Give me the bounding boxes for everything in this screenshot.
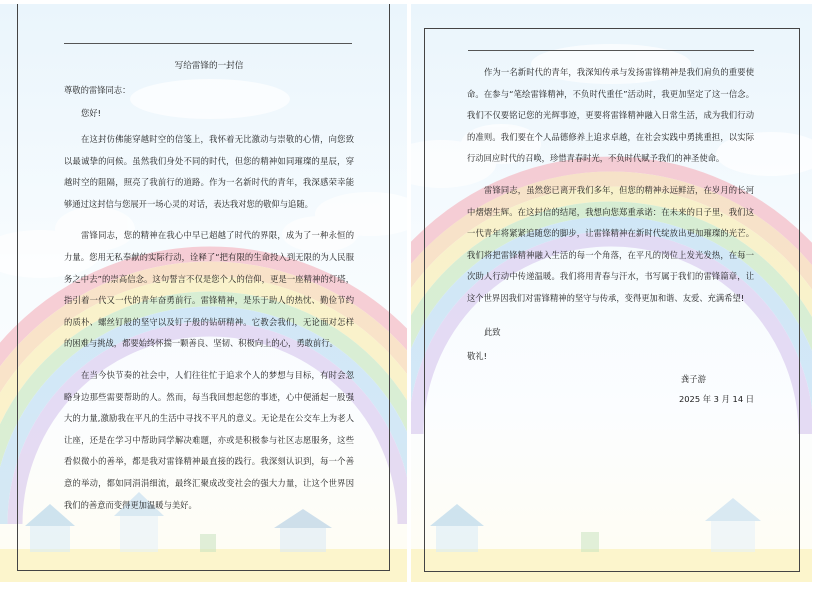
signature-name: 龚子游	[681, 374, 706, 384]
letter-body-part-2	[467, 62, 754, 368]
letter-page-1	[0, 4, 407, 582]
salutation: 尊敬的雷锋同志：	[64, 85, 131, 95]
paragraph-3: 在当今快节奏的社会中，人们往往忙于追求个人的梦想与目标，有时会忽略身边那些需要帮助的人。然而，每当我回想起您的事迹，心中便涌起一股强大的力量,激励我在平凡的生活中寻找不平凡的意义。无论是在公交车上为老人让座，还是在学习中帮助同学解决难题，亦或是积极参与社区志愿服务，这些看似微小的善举，都是我对雷锋精神最直接的践行。我深刻认识到，每一个善意的举动，都如同涓涓细流，最终汇聚成改变社会的强大力量，让这个世界因我们的善意而变得更加温暖与美好。	[64, 369, 354, 510]
closing-line-1: 此致	[484, 326, 501, 337]
paragraph-5: 雷锋同志，虽然您已离开我们多年，但您的精神永远鲜活，在岁月的长河中熠熠生辉。在这封信的结尾，我想向您郑重承诺：在未来的日子里，我们这一代青年将紧紧追随您的脚步，让雷锋精神在新时代绽放出更加璀璨的光芒。我们将把雷锋精神融入生活的每一个角落，在平凡的岗位上发光发热，在每一次助人行动中传递温暖。我们将用青春与汗水，书写属于我们的雷锋篇章，让这个世界因我们对雷锋精神的坚守与传承，变得更加和谐、友爱、充满希望!	[467, 184, 754, 303]
paragraph-2: 雷锋同志，您的精神在我心中早已超越了时代的界限，成为了一种永恒的力量。您用无私奉献的实际行动，诠释了“把有限的生命投入到无限的为人民服务之中去”的崇高信念。这句誓言不仅是您个人的信仰，更是一座精神的灯塔，指引着一代又一代的青年奋勇前行。雷锋精神，是乐于助人的热忱、勤俭节约的质朴、螺丝钉般的坚守以及钉子般的钻研精神。它教会我们，无论面对怎样的困难与挑战，都要始终怀揣一颗善良、坚韧、积极向上的心，勇敢前行。	[64, 230, 354, 349]
letter-title: 写给雷锋的一封信	[174, 61, 244, 71]
closing-line-2: 敬礼!	[467, 350, 487, 361]
paragraph-4: 作为一名新时代的青年，我深知传承与发扬雷锋精神是我们肩负的重要使命。在参与“笔绘雷锋精神，不负时代重任”活动时，我更加坚定了这一信念。我们不仅要铭记您的光辉事迹，更要将雷锋精神融入日常生活，成为我们行动的准则。我们要在个人品德修养上追求卓越，在社会实践中勇挑重担，以实际行动回应时代的召唤，珍惜青春时光，不负时代赋予我们的神圣使命。	[467, 67, 754, 164]
top-rule	[468, 50, 754, 51]
greeting: 您好!	[81, 108, 101, 118]
paragraph-1: 在这封仿佛能穿越时空的信笺上，我怀着无比激动与崇敬的心情，向您致以最诚挚的问候。虽然我们身处不同的时代，但您的精神如同璀璨的星辰，穿越时空的阻隔，照亮了我前行的道路。作为一名新时代的青年，我深感荣幸能够通过这封信与您展开一场心灵的对话，表达我对您的敬仰与追随。	[64, 134, 354, 209]
letter-body-part-1	[64, 59, 354, 526]
signature-date: 2025 年 3 月 14 日	[679, 394, 755, 404]
top-rule	[64, 43, 352, 44]
